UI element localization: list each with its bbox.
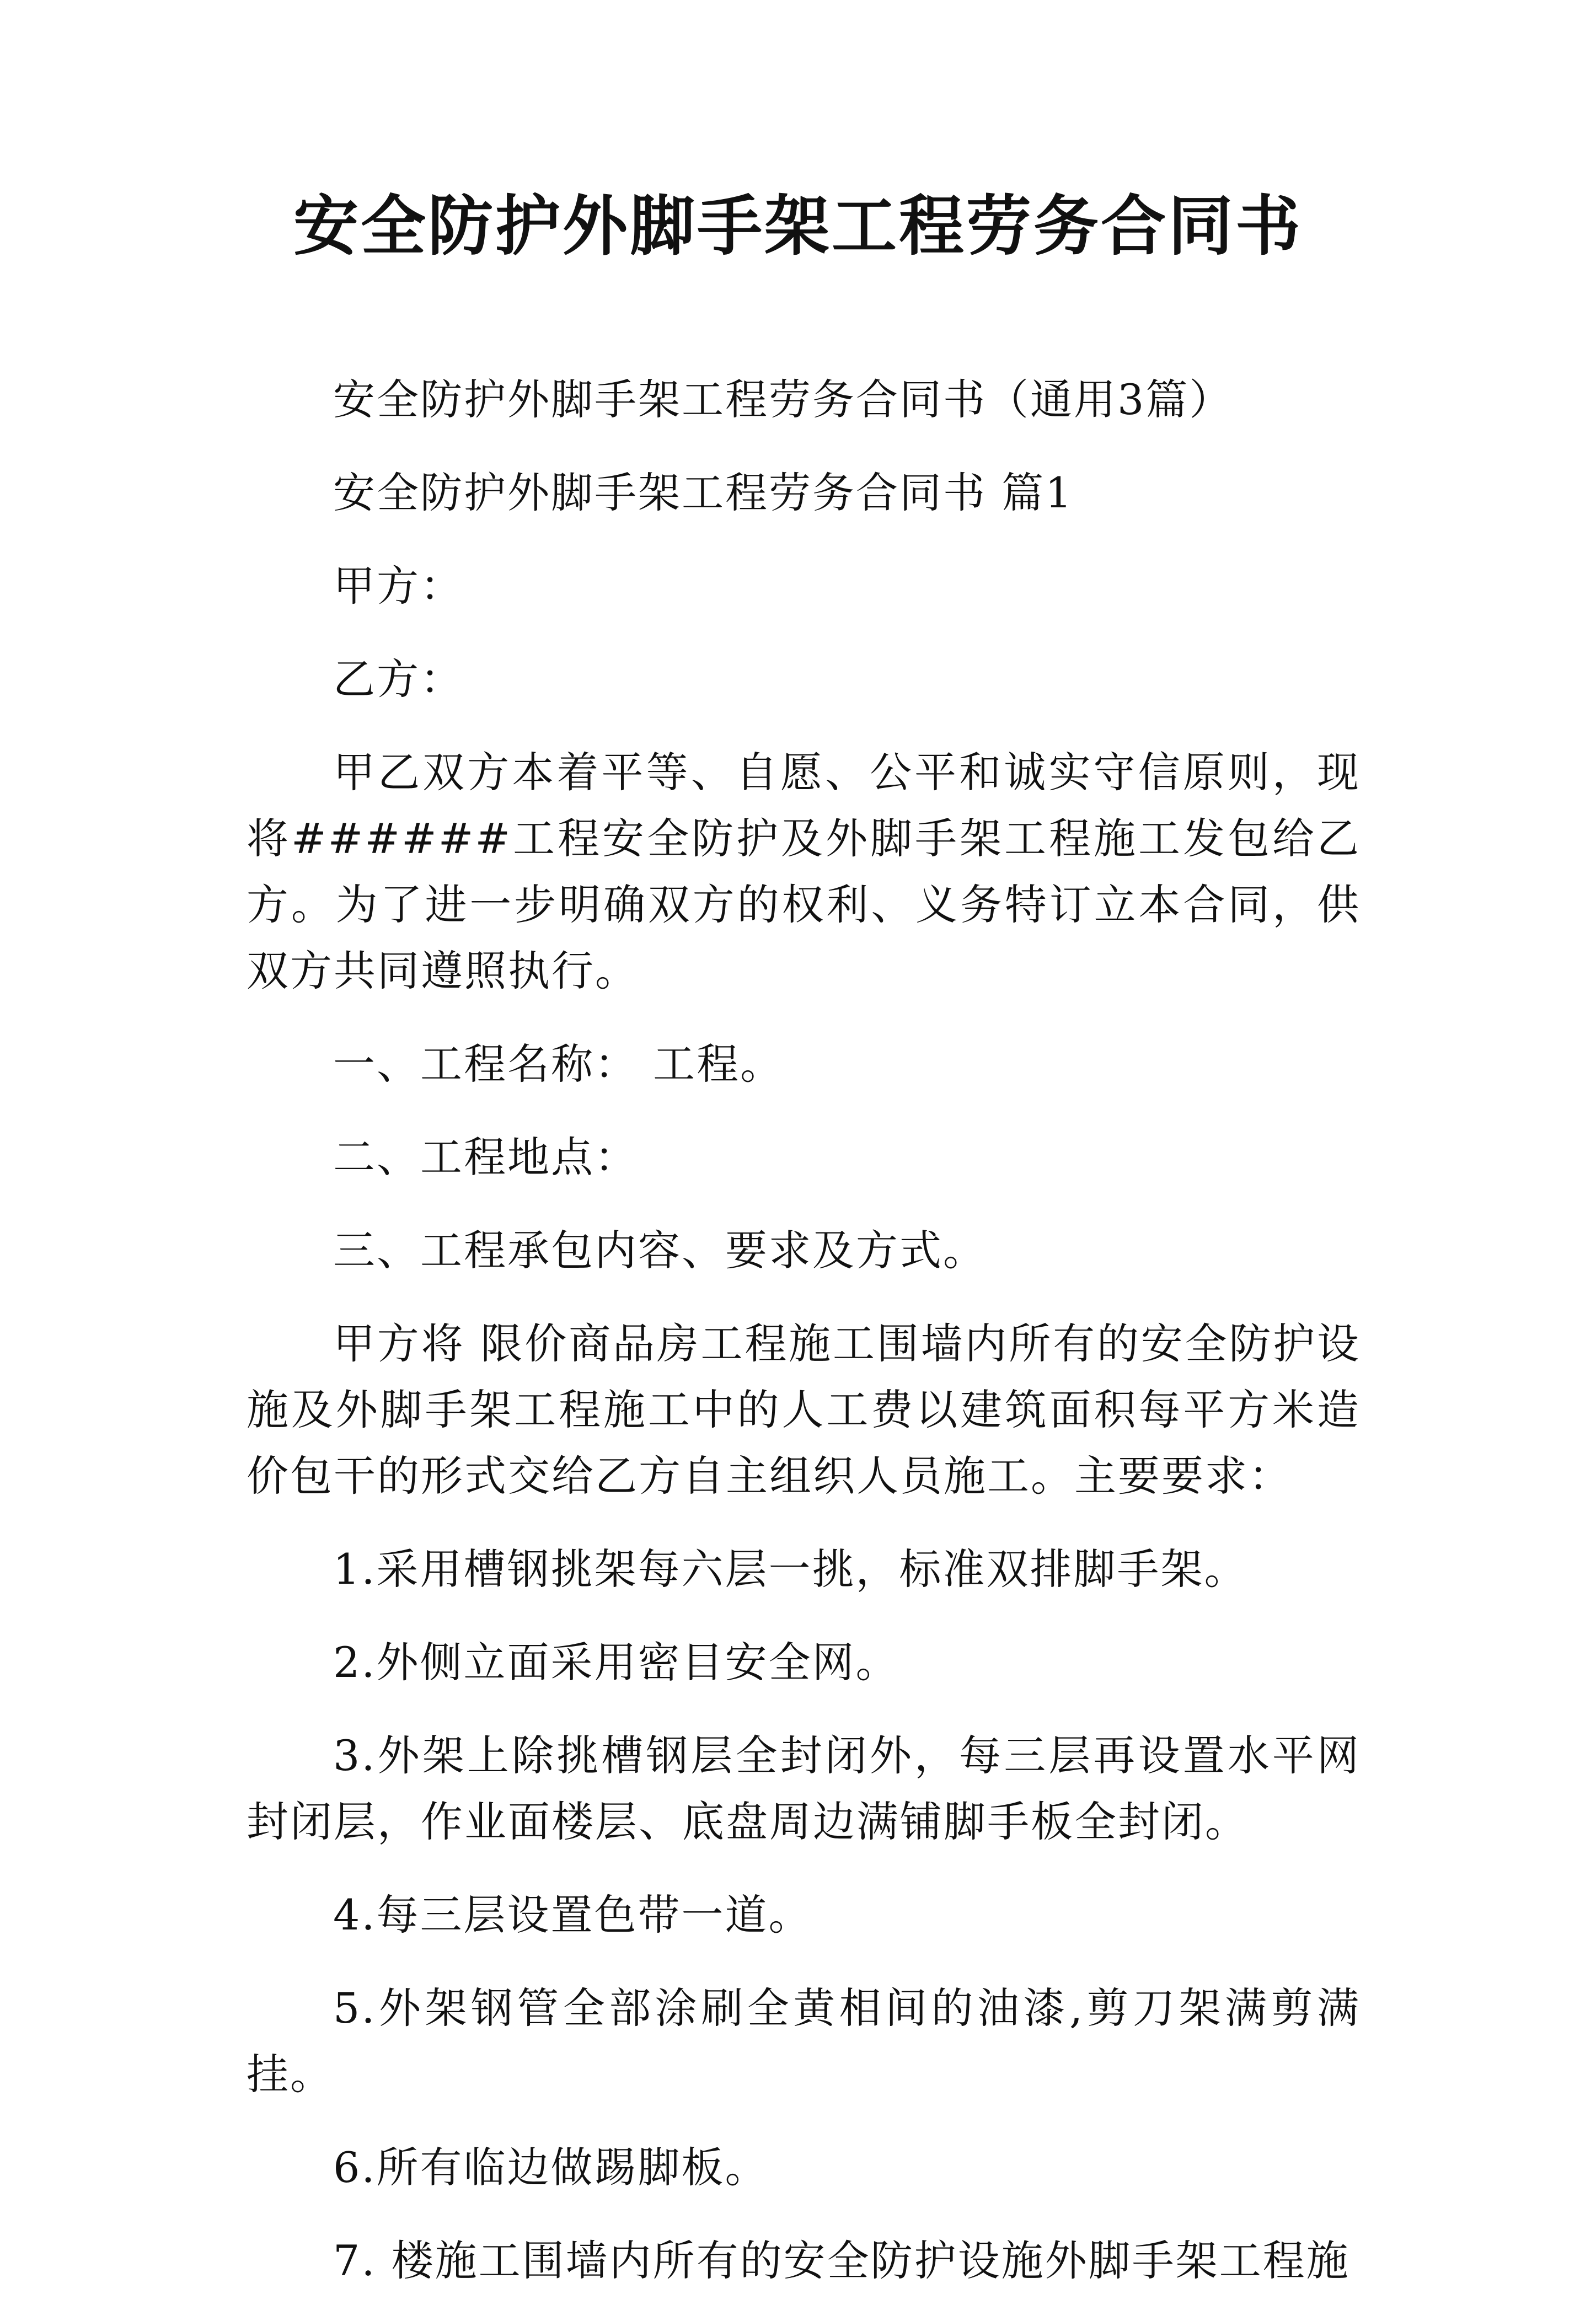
party-a-line: 甲方： xyxy=(333,561,464,610)
requirement-item-3: 3.外架上除挑槽钢层全封闭外，每三层再设置水平网封闭层，作业面楼层、底盘周边满铺脚手板全封闭。 xyxy=(247,1731,1361,1846)
requirement-item-2: 2.外侧立面采用密目安全网。 xyxy=(333,1638,899,1687)
requirement-item-5: 5.外架钢管全部涂刷全黄相间的油漆,剪刀架满剪满挂。 xyxy=(247,1984,1361,2099)
document-title: 安全防护外脚手架工程劳务合同书 xyxy=(293,188,1303,264)
project-name-clause: 一、工程名称： 工程。 xyxy=(333,1039,784,1089)
scope-heading: 三、工程承包内容、要求及方式。 xyxy=(333,1226,987,1275)
subtitle-part-1: 安全防护外脚手架工程劳务合同书 篇1 xyxy=(333,468,1074,517)
requirement-item-1: 1.采用槽钢挑架每六层一挑，标准双排脚手架。 xyxy=(333,1545,1248,1594)
scope-paragraph: 甲方将 限价商品房工程施工围墙内所有的安全防护设施及外脚手架工程施工中的人工费以建筑面积每平方米造价包干的形式交给乙方自主组织人员施工。主要要求： xyxy=(247,1319,1361,1500)
requirement-item-7: 7. 楼施工围墙内所有的安全防护设施外脚手架工程施 xyxy=(333,2236,1350,2285)
project-location-clause: 二、工程地点： xyxy=(333,1133,638,1182)
document-body xyxy=(247,367,1361,2321)
requirement-item-6: 6.所有临边做踢脚板。 xyxy=(333,2143,769,2192)
preamble-paragraph: 甲乙双方本着平等、自愿、公平和诚实守信原则，现将######工程安全防护及外脚手架工程施工发包给乙方。为了进一步明确双方的权利、义务特订立本合同，供双方共同遵照执行。 xyxy=(247,748,1361,995)
requirement-item-4: 4.每三层设置色带一道。 xyxy=(333,1890,812,1939)
subtitle-collection: 安全防护外脚手架工程劳务合同书（通用3篇） xyxy=(333,375,1233,424)
party-b-line: 乙方： xyxy=(333,655,464,704)
